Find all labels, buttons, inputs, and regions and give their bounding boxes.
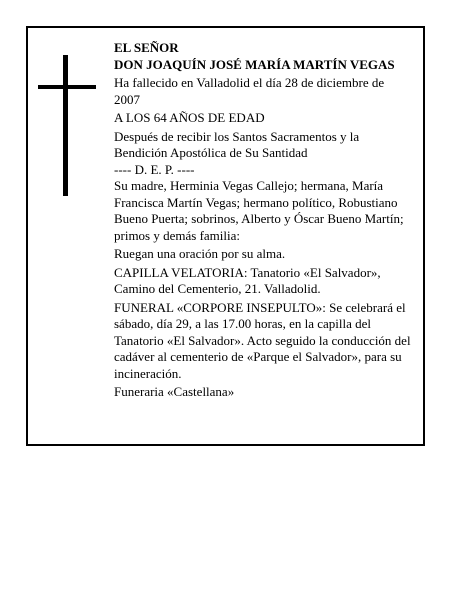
obituary-text <box>114 40 432 401</box>
chapel-line-1: CAPILLA VELATORIA: Tanatorio «El Salvador», <box>114 264 381 280</box>
passed-line-2: 2007 <box>114 91 140 107</box>
rip-line: ---- D. E. P. ---- <box>114 161 195 177</box>
sacraments-line-2: Bendición Apostólica de Su Santidad <box>114 145 308 160</box>
prayer-line: Ruegan una oración por su alma. <box>114 246 286 261</box>
family-line-4: primos y demás familia: <box>114 227 241 243</box>
obituary-title: EL SEÑOR <box>114 40 179 55</box>
funeral-line-3: Tanatorio «El Salvador». Acto seguido la conducción del <box>114 332 411 348</box>
cross-vertical-bar <box>63 55 68 196</box>
funeral-line-2: sábado, día 29, a las 17.00 horas, en la capilla del <box>114 316 372 331</box>
funeral-line-5: incineración. <box>114 365 182 381</box>
funeral-line-4: cadáver al cementerio de «Parque el Salvador», para su <box>114 349 402 364</box>
family-line-1: Su madre, Herminia Vegas Callejo; hermana, María <box>114 178 384 193</box>
funeral-line-1: FUNERAL «CORPORE INSEPULTO»: Se celebrará el <box>114 299 406 315</box>
funeral-home-line: Funeraria «Castellana» <box>114 384 235 399</box>
family-line-3: Bueno Puerta; sobrinos, Alberto y Óscar Bueno Martín; <box>114 211 404 226</box>
passed-line-1: Ha fallecido en Valladolid el día 28 de diciembre de <box>114 75 385 90</box>
cross-horizontal-bar <box>38 85 96 89</box>
age-line: A LOS 64 AÑOS DE EDAD <box>114 110 265 125</box>
deceased-name: DON JOAQUÍN JOSÉ MARÍA MARTÍN VEGAS <box>114 56 395 72</box>
sacraments-line-1: Después de recibir los Santos Sacramentos y la <box>114 128 360 144</box>
family-line-2: Francisca Martín Vegas; hermano político, Robustiano <box>114 194 398 210</box>
chapel-line-2: Camino del Cementerio, 21. Valladolid. <box>114 281 321 296</box>
